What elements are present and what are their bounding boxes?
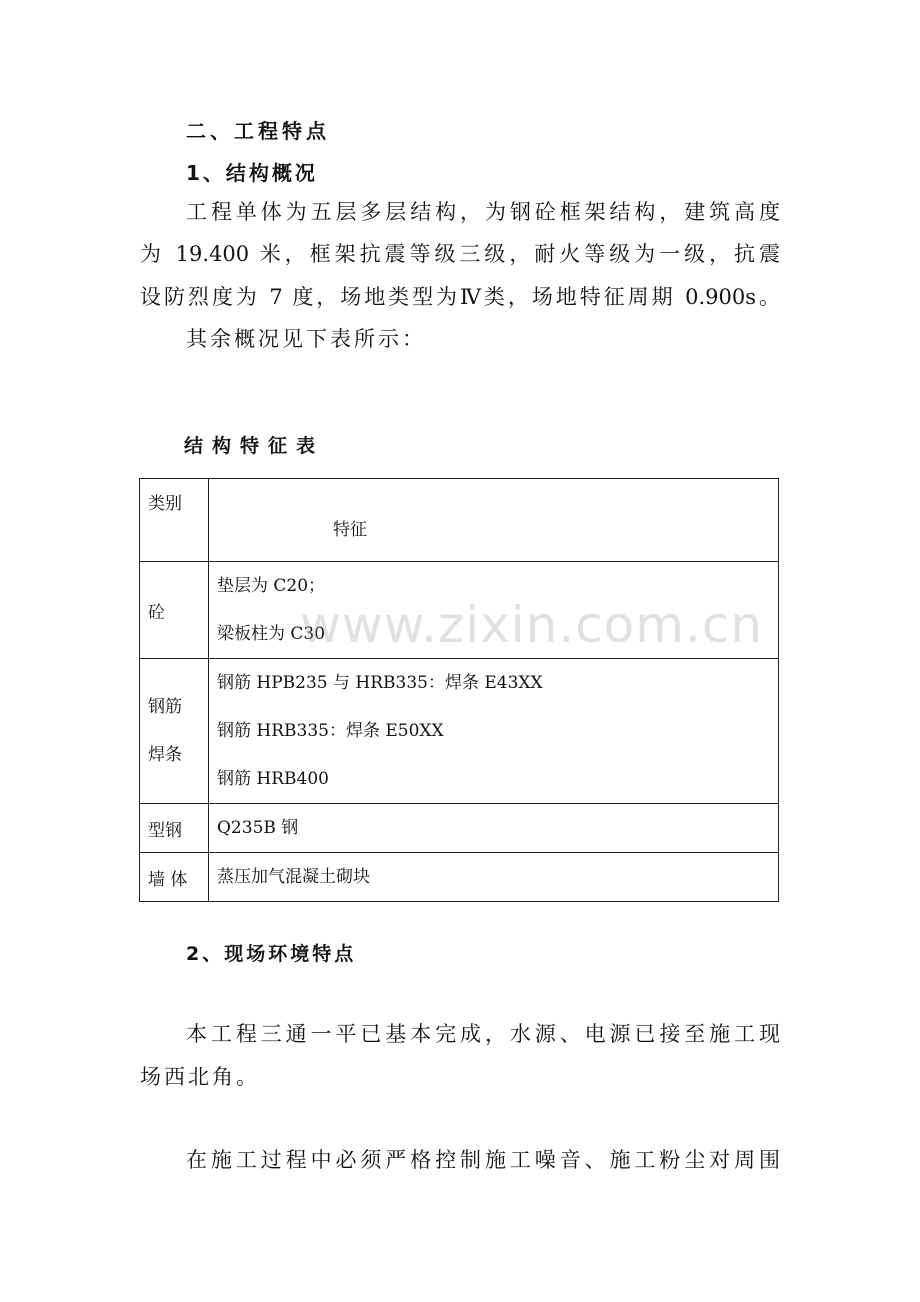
category-cell <box>140 562 209 659</box>
paragraph-line: 设防烈度为 7 度，场地类型为Ⅳ类，场地特征周期 0.900s。 <box>140 285 780 309</box>
category-label: 墙 体 <box>148 869 188 890</box>
subheading-structure: 1、结构概况 <box>186 161 318 185</box>
watermark: www.zixin.com.cn <box>300 596 764 654</box>
feature-line: 梁板柱为 C30 <box>217 624 326 644</box>
category-label: 砼 <box>148 602 165 623</box>
header-category: 类别 <box>148 494 182 514</box>
category-cell <box>140 659 209 804</box>
section-heading: 二、工程特点 <box>186 119 330 143</box>
paragraph-line: 工程单体为五层多层结构，为钢砼框架结构，建筑高度 <box>186 200 780 224</box>
category-cell <box>140 804 209 853</box>
feature-cell <box>209 804 779 853</box>
category-label: 钢筋 <box>148 697 182 717</box>
feature-line: 钢筋 HRB400 <box>217 769 329 789</box>
feature-cell <box>209 562 779 659</box>
table-title: 结构特征表 <box>184 435 325 457</box>
feature-cell <box>209 853 779 902</box>
paragraph-line: 在施工过程中必须严格控制施工噪音、施工粉尘对周围 <box>186 1148 780 1172</box>
table-row <box>140 562 779 659</box>
header-feature-cell <box>209 479 779 562</box>
table-header-row <box>140 479 779 562</box>
subheading-site-environment: 2、现场环境特点 <box>186 943 357 965</box>
paragraph-line: 其余概况见下表所示： <box>186 327 426 351</box>
feature-line: Q235B 钢 <box>217 818 299 838</box>
table-row <box>140 659 779 804</box>
feature-line: 钢筋 HPB235 与 HRB335：焊条 E43XX <box>217 673 543 693</box>
paragraph-line: 本工程三通一平已基本完成，水源、电源已接至施工现 <box>186 1022 780 1046</box>
header-category-cell <box>140 479 209 562</box>
category-cell <box>140 853 209 902</box>
feature-cell <box>209 659 779 804</box>
category-label: 型钢 <box>148 820 182 841</box>
feature-line: 垫层为 C20； <box>217 576 326 596</box>
category-label: 焊条 <box>148 745 182 765</box>
structure-features-table <box>139 478 779 902</box>
feature-line: 钢筋 HRB335：焊条 E50XX <box>217 721 444 741</box>
table-row <box>140 853 779 902</box>
header-feature: 特征 <box>333 519 367 540</box>
paragraph-line: 为 19.400 米，框架抗震等级三级，耐火等级为一级，抗震 <box>140 242 780 266</box>
paragraph-line: 场西北角。 <box>140 1065 260 1089</box>
table-row <box>140 804 779 853</box>
feature-line: 蒸压加气混凝土砌块 <box>217 867 370 887</box>
